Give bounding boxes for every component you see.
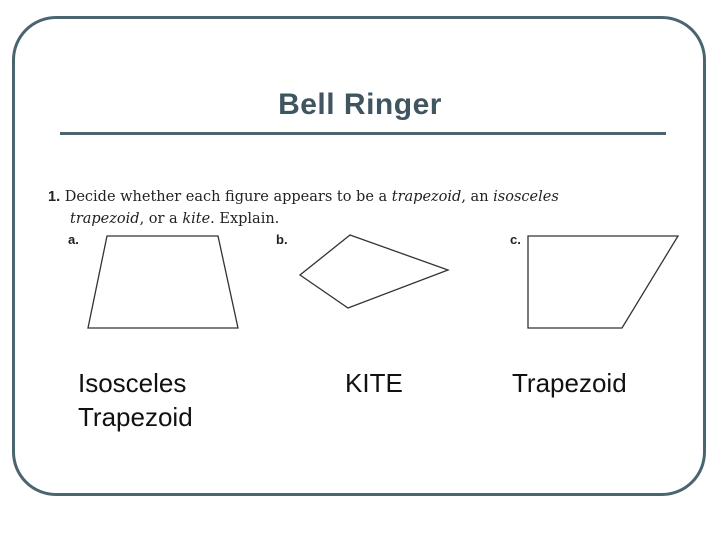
question-term-trapezoid: trapezoid <box>391 189 462 205</box>
answer-c: Trapezoid <box>512 368 627 398</box>
figure-a-label: a. <box>68 232 79 247</box>
figure-b-label: b. <box>276 232 288 247</box>
question-number: 1. <box>48 189 61 205</box>
question-line1-mid: , an <box>461 189 494 205</box>
question-line2-end: . Explain. <box>210 211 280 227</box>
answer-a-line1: Isosceles <box>78 368 187 398</box>
slide-title: Bell Ringer <box>278 88 442 121</box>
answer-b: KITE <box>345 368 403 398</box>
figure-c-label: c. <box>510 232 521 247</box>
answer-a <box>78 366 193 434</box>
answer-a-line2: Trapezoid <box>78 402 193 432</box>
figure-b-kite <box>300 235 448 308</box>
question-line1-plain: Decide whether each figure appears to be a <box>64 189 392 205</box>
question-term-kite: kite <box>182 211 211 227</box>
question-term-isosceles: isosceles <box>493 189 559 205</box>
question-term-trapezoid-2: trapezoid <box>70 211 140 227</box>
figure-c-trapezoid <box>528 236 678 328</box>
figure-a-isosceles-trapezoid <box>88 236 238 328</box>
question-line2-mid: , or a <box>139 211 183 227</box>
